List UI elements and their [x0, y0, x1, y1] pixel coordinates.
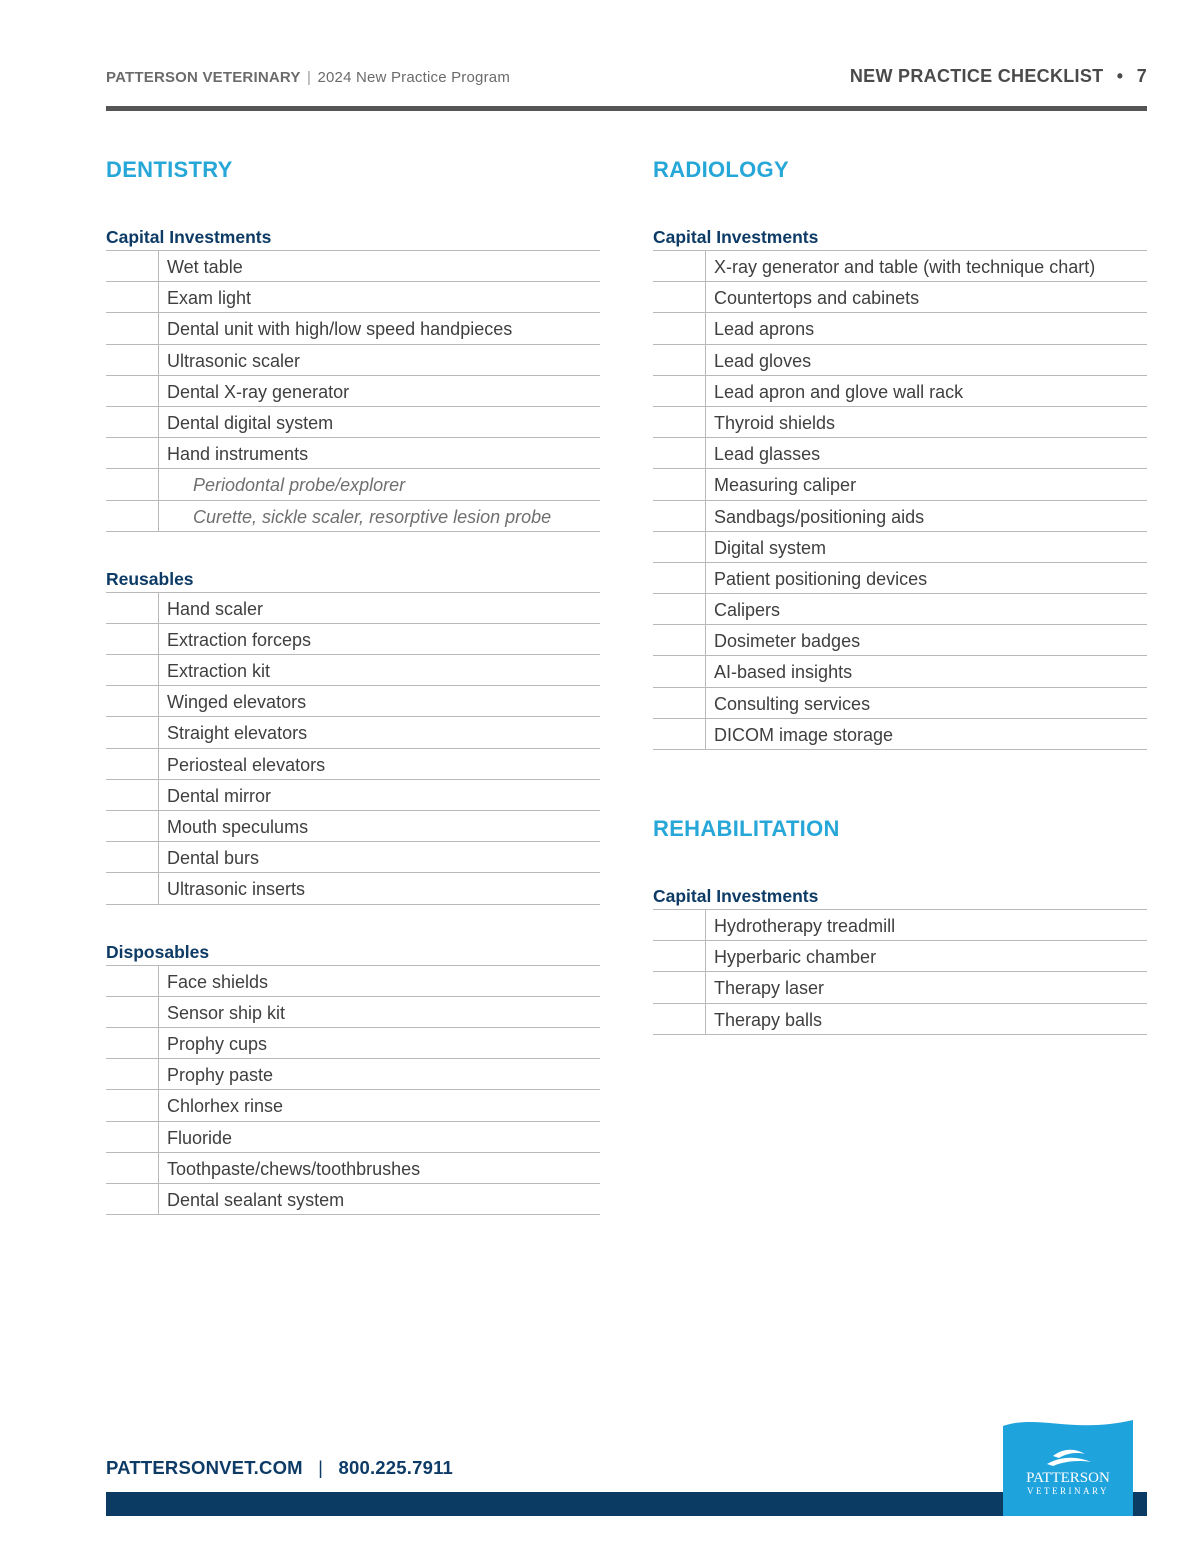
checklist-item: Extraction kit — [167, 661, 271, 682]
checklist-subrow — [106, 501, 600, 532]
checklist-item: Sandbags/positioning aids — [714, 506, 925, 527]
checklist-row — [653, 941, 1147, 972]
checklist-row — [653, 563, 1147, 594]
radiology-capital-list — [653, 251, 1147, 750]
patterson-logo — [1003, 1418, 1133, 1516]
checklist-item: Mouth speculums — [167, 817, 309, 837]
checklist-item: Ultrasonic inserts — [167, 879, 306, 900]
checklist-row — [653, 251, 1147, 282]
checklist-item: Prophy cups — [167, 1033, 268, 1054]
checklist-item: Ultrasonic scaler — [167, 350, 301, 371]
checklist-row — [653, 688, 1147, 719]
checklist-row — [653, 719, 1147, 750]
footer-separator: | — [318, 1457, 324, 1478]
checklist-row — [653, 625, 1147, 656]
footer-bar — [106, 1492, 1147, 1516]
checklist-item: Face shields — [167, 971, 269, 992]
checklist-row — [106, 873, 600, 904]
checkbox[interactable] — [106, 376, 159, 406]
checklist-item: Periosteal elevators — [167, 754, 326, 775]
checkbox[interactable] — [106, 686, 159, 716]
checkbox[interactable] — [653, 625, 706, 655]
footer-phone[interactable]: 800.225.7911 — [338, 1457, 454, 1478]
checkbox[interactable] — [106, 842, 159, 872]
checklist-row — [653, 910, 1147, 941]
checkbox[interactable] — [106, 717, 159, 747]
checkbox[interactable] — [653, 1004, 706, 1034]
checklist-row — [653, 313, 1147, 344]
radiology-capital-title: Capital Investments — [653, 225, 1147, 251]
checklist-item: AI-based insights — [714, 662, 853, 683]
checklist-row — [653, 438, 1147, 469]
checkbox[interactable] — [653, 407, 706, 437]
checklist-item: Consulting services — [714, 693, 871, 714]
checklist-item: Lead gloves — [714, 350, 812, 371]
checkbox[interactable] — [106, 345, 159, 375]
checkbox[interactable] — [653, 972, 706, 1002]
rehabilitation-capital-list — [653, 910, 1147, 1035]
checkbox[interactable] — [106, 749, 159, 779]
checklist-row — [106, 811, 600, 842]
radiology-title: RADIOLOGY — [653, 157, 789, 182]
dentistry-reusables-title: Reusables — [106, 567, 600, 593]
checklist-row — [653, 407, 1147, 438]
checkbox[interactable] — [653, 719, 706, 749]
checkbox[interactable] — [653, 594, 706, 624]
checklist-item: Dental mirror — [167, 785, 272, 806]
checklist-row — [106, 1090, 600, 1121]
checkbox[interactable] — [106, 1059, 159, 1089]
checklist-row — [106, 842, 600, 873]
header-rule — [106, 106, 1147, 111]
dentistry-reusables-list — [106, 593, 600, 905]
checkbox[interactable] — [653, 251, 706, 281]
checklist-item: Hyperbaric chamber — [714, 947, 877, 968]
checklist-row — [106, 717, 600, 748]
checkbox[interactable] — [106, 655, 159, 685]
checkbox[interactable] — [106, 438, 159, 468]
checkbox[interactable] — [653, 688, 706, 718]
logo-subtitle: VETERINARY — [1027, 1486, 1109, 1496]
checklist-row — [106, 313, 600, 344]
rehabilitation-capital-title: Capital Investments — [653, 884, 1147, 910]
checklist-row — [106, 624, 600, 655]
dentistry-capital-list — [106, 251, 600, 532]
checklist-item: Dosimeter badges — [714, 631, 861, 652]
checkbox[interactable] — [106, 251, 159, 281]
checklist-item: Fluoride — [167, 1127, 233, 1148]
header-program: 2024 New Practice Program — [317, 69, 511, 86]
checklist-row — [106, 251, 600, 282]
checklist-item: Thyroid shields — [714, 412, 836, 433]
checklist-item: Therapy laser — [714, 978, 825, 999]
checklist-title: NEW PRACTICE CHECKLIST — [849, 66, 1104, 86]
checklist-row — [653, 376, 1147, 407]
checklist-item: Dental X-ray generator — [167, 381, 350, 402]
checklist-row — [106, 686, 600, 717]
checklist-row — [653, 282, 1147, 313]
checklist-item: Measuring caliper — [714, 475, 857, 496]
checkbox[interactable] — [106, 780, 159, 810]
checklist-row — [106, 593, 600, 624]
checklist-item: Winged elevators — [167, 692, 307, 713]
dentistry-title: DENTISTRY — [106, 157, 233, 182]
checklist-item: Toothpaste/chews/toothbrushes — [167, 1158, 421, 1179]
checklist-item: Calipers — [714, 600, 781, 621]
checklist-item: Patient positioning devices — [714, 568, 928, 589]
checklist-row — [106, 749, 600, 780]
checklist-item: X-ray generator and table (with technique chart) — [714, 257, 1096, 277]
checklist-row — [106, 1153, 600, 1184]
checklist-item: Dental sealant system — [167, 1189, 345, 1210]
checkbox[interactable] — [106, 873, 159, 903]
checkbox[interactable] — [653, 532, 706, 562]
checkbox[interactable] — [106, 469, 159, 499]
checklist-item: Lead glasses — [714, 444, 821, 465]
checklist-row — [106, 1059, 600, 1090]
checkbox[interactable] — [106, 811, 159, 841]
checklist-row — [106, 1122, 600, 1153]
checklist-item: Exam light — [167, 288, 252, 309]
checkbox[interactable] — [106, 966, 159, 996]
checklist-item: Prophy paste — [167, 1065, 274, 1086]
dentistry-disposables-title: Disposables — [106, 940, 600, 966]
checklist-item: Dental burs — [167, 848, 260, 869]
checklist-row — [653, 972, 1147, 1003]
checklist-item: Hydrotherapy treadmill — [714, 916, 896, 936]
footer-contact — [106, 1457, 453, 1479]
checkbox[interactable] — [653, 563, 706, 593]
checklist-item: Chlorhex rinse — [167, 1096, 284, 1117]
checkbox[interactable] — [106, 1090, 159, 1120]
checklist-row — [106, 780, 600, 811]
checklist-row — [106, 1028, 600, 1059]
checkbox[interactable] — [106, 282, 159, 312]
checkbox[interactable] — [653, 469, 706, 499]
checklist-item: Lead apron and glove wall rack — [714, 381, 964, 402]
checklist-row — [653, 501, 1147, 532]
header-separator: | — [306, 69, 312, 86]
checklist-item: DICOM image storage — [714, 724, 894, 745]
dentistry-column — [106, 154, 600, 1215]
header-brand: PATTERSON VETERINARY — [106, 69, 301, 86]
dentistry-disposables-list — [106, 966, 600, 1216]
checklist-item: Dental digital system — [167, 412, 334, 433]
checklist-subitem: Curette, sickle scaler, resorptive lesion probe — [193, 506, 552, 527]
radiology-column — [653, 154, 1147, 1035]
checklist-row — [106, 345, 600, 376]
checklist-row — [653, 532, 1147, 563]
checkbox[interactable] — [653, 345, 706, 375]
checklist-subitem: Periodontal probe/explorer — [193, 475, 406, 496]
checklist-item: Sensor ship kit — [167, 1002, 286, 1023]
checklist-item: Hand scaler — [167, 598, 264, 619]
header-checklist — [850, 66, 1147, 87]
checkbox[interactable] — [653, 910, 706, 940]
checklist-item: Wet table — [167, 257, 243, 277]
checklist-row — [106, 966, 600, 997]
checklist-row — [106, 997, 600, 1028]
checkbox[interactable] — [106, 1122, 159, 1152]
checklist-item: Dental unit with high/low speed handpieces — [167, 319, 513, 340]
checklist-row — [106, 376, 600, 407]
checkbox[interactable] — [106, 997, 159, 1027]
checkbox[interactable] — [106, 407, 159, 437]
footer-website[interactable]: PATTERSONVET.COM — [106, 1457, 303, 1478]
checklist-row — [106, 1184, 600, 1215]
logo-flag-shape — [1003, 1420, 1133, 1516]
logo-name: PATTERSON — [1026, 1470, 1110, 1486]
page-number: 7 — [1136, 66, 1147, 86]
checklist-item: Straight elevators — [167, 723, 308, 744]
dentistry-capital-title: Capital Investments — [106, 225, 600, 251]
checkbox[interactable] — [106, 1028, 159, 1058]
header-bullet: • — [1116, 66, 1124, 86]
checkbox[interactable] — [653, 941, 706, 971]
checklist-row — [106, 438, 600, 469]
checkbox[interactable] — [106, 313, 159, 343]
checklist-item: Hand instruments — [167, 444, 309, 465]
checklist-row — [653, 656, 1147, 687]
checklist-item: Digital system — [714, 537, 827, 558]
header-publication — [106, 69, 510, 86]
checkbox[interactable] — [653, 438, 706, 468]
checkbox[interactable] — [653, 656, 706, 686]
checklist-item: Countertops and cabinets — [714, 288, 920, 309]
checklist-row — [106, 655, 600, 686]
checkbox[interactable] — [106, 1184, 159, 1214]
checklist-row — [106, 282, 600, 313]
checklist-row — [653, 1004, 1147, 1035]
checkbox[interactable] — [653, 376, 706, 406]
checkbox[interactable] — [106, 501, 159, 531]
checklist-row — [653, 469, 1147, 500]
checkbox[interactable] — [653, 282, 706, 312]
checkbox[interactable] — [106, 1153, 159, 1183]
rehabilitation-title: REHABILITATION — [653, 816, 840, 841]
checkbox[interactable] — [106, 593, 159, 623]
checklist-row — [653, 594, 1147, 625]
checkbox[interactable] — [653, 501, 706, 531]
checklist-row — [106, 407, 600, 438]
checklist-item: Lead aprons — [714, 319, 815, 340]
checkbox[interactable] — [106, 624, 159, 654]
checklist-row — [653, 345, 1147, 376]
checklist-subrow — [106, 469, 600, 500]
checklist-item: Extraction forceps — [167, 629, 312, 650]
rehabilitation-section — [653, 813, 1147, 1035]
checklist-item: Therapy balls — [714, 1009, 823, 1030]
checkbox[interactable] — [653, 313, 706, 343]
